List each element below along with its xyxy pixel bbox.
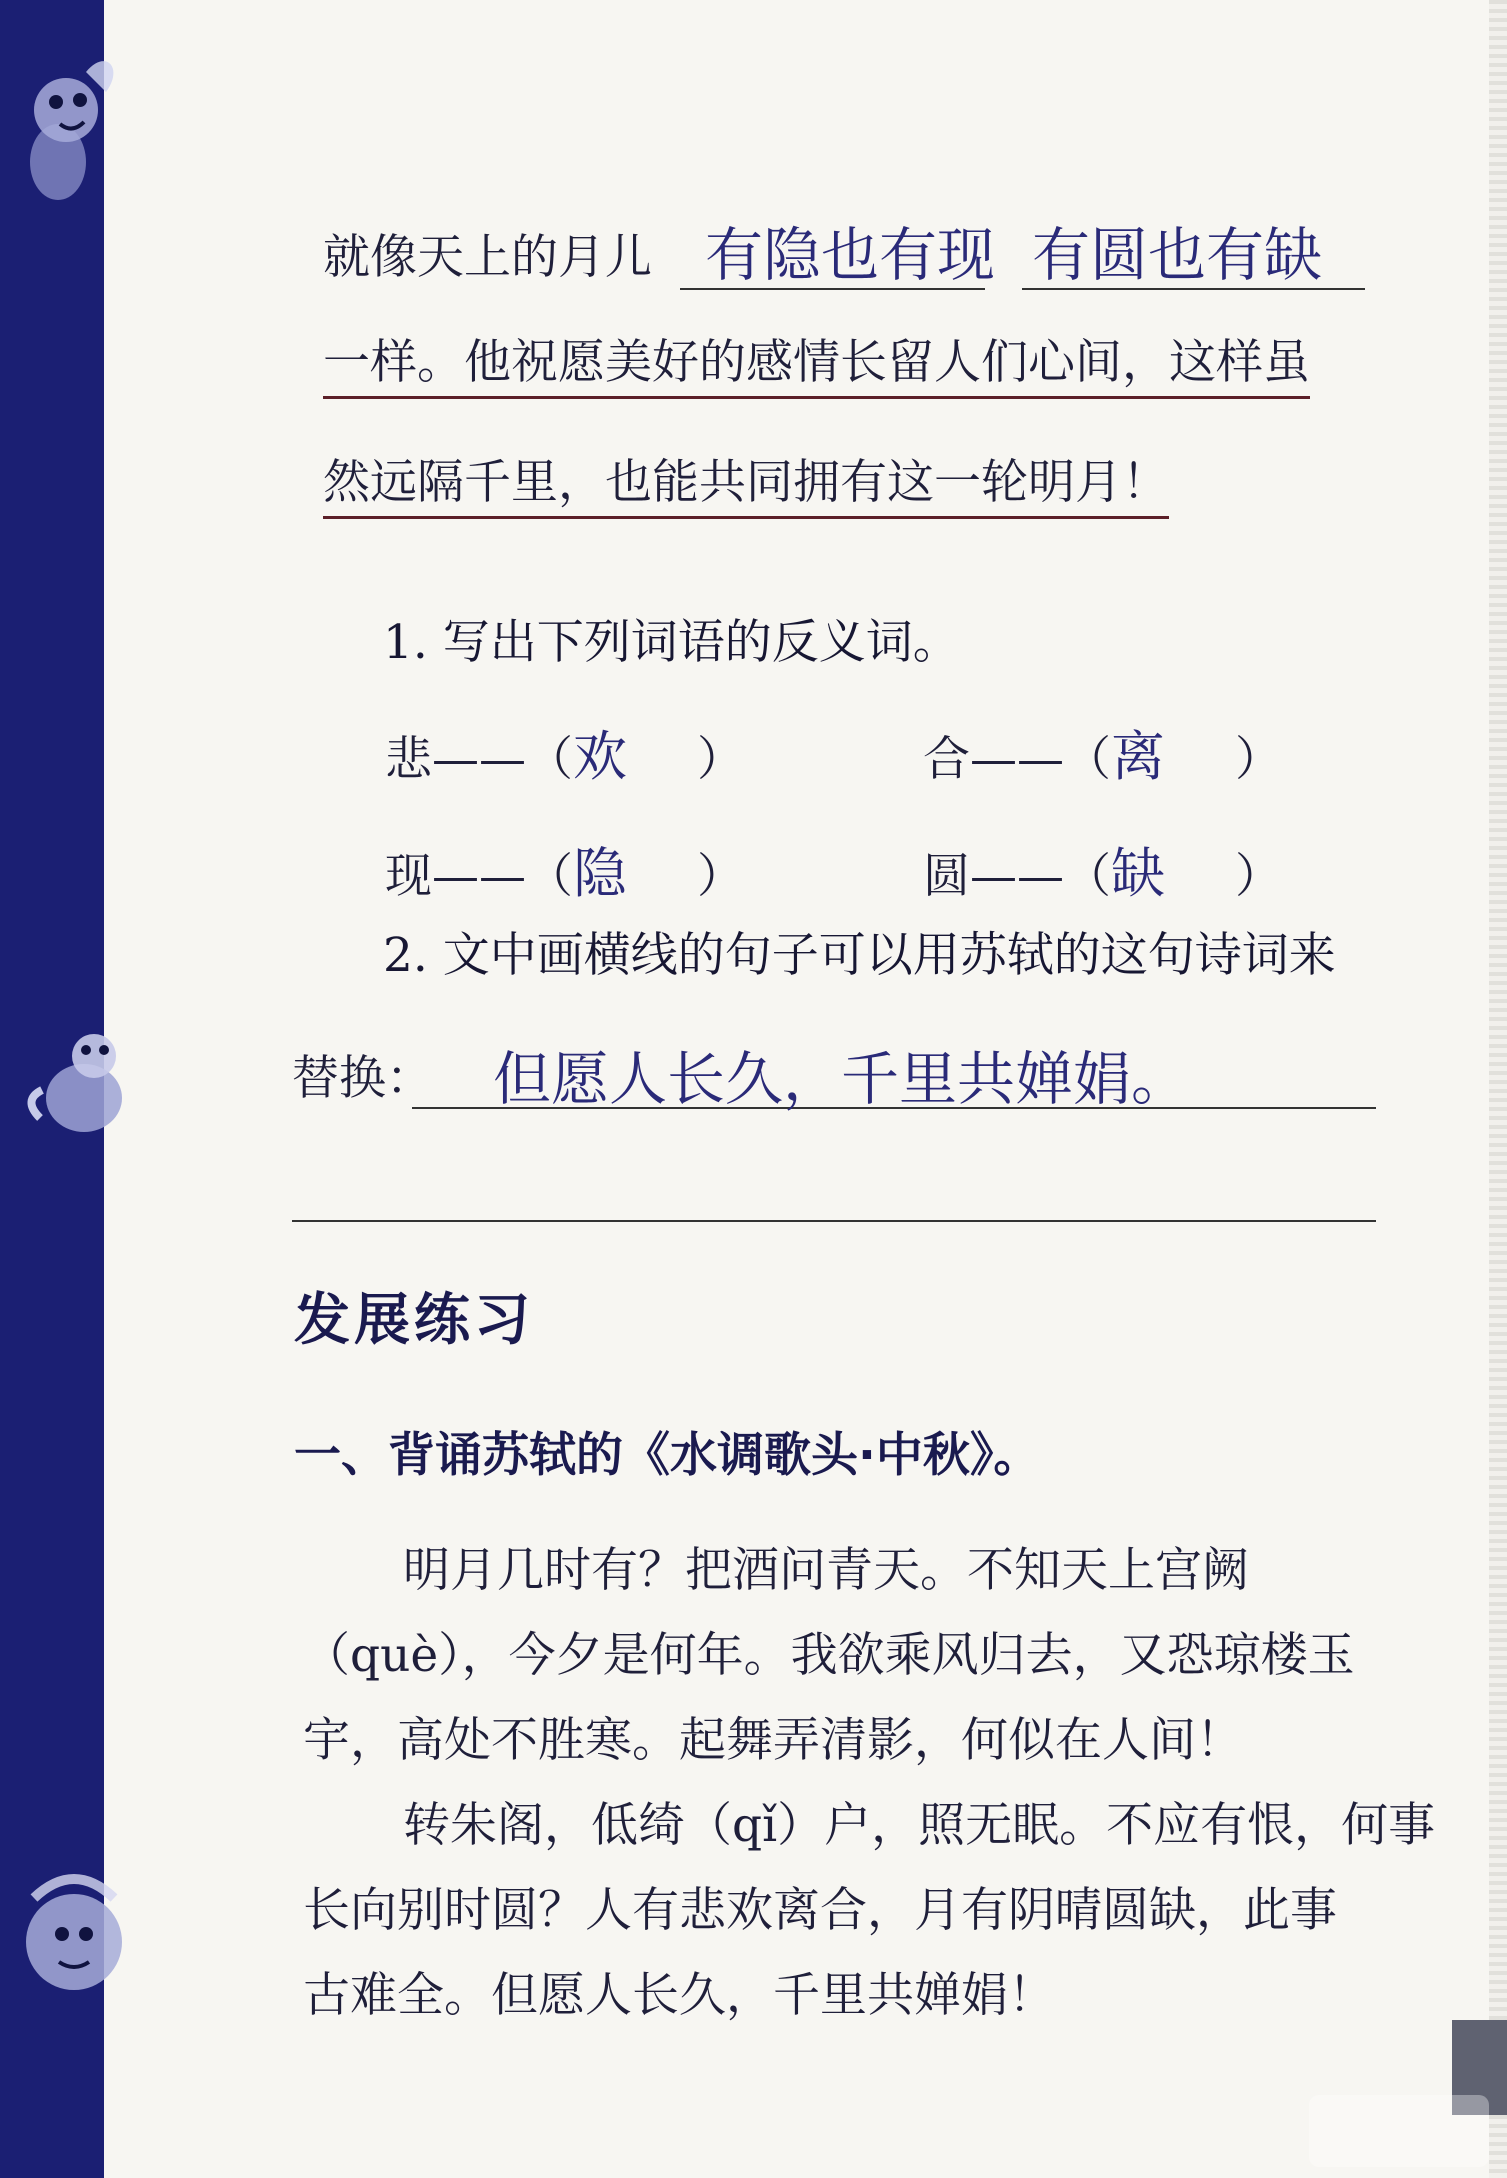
question-2-title: 2. 文中画横线的句子可以用苏轼的这句诗词来 — [383, 928, 1336, 983]
cartoon-lion-icon — [14, 1850, 134, 2020]
poem-line-6: 古难全。但愿人长久，千里共婵娟！ — [303, 1968, 1055, 2023]
section-task-1: 一、背诵苏轼的《水调歌头·中秋》。 — [294, 1428, 1041, 1483]
scan-edge — [1489, 0, 1507, 2178]
cartoon-animal-icon — [14, 40, 134, 210]
question-2-answer-line-2[interactable] — [292, 1168, 1376, 1222]
section-title: 发展练习 — [294, 1288, 534, 1353]
poem-line-2: （què），今夕是何年。我欲乘风归去，又恐琼楼玉 — [303, 1628, 1355, 1683]
question-2-answer: 但愿人长久，千里共婵娟。 — [493, 1045, 1190, 1113]
poem-line-5: 长向别时圆？人有悲欢离合，月有阴晴圆缺，此事 — [303, 1883, 1337, 1938]
passage-blank-1-answer: 有隐也有现 — [705, 221, 996, 289]
poem-line-1: 明月几时有？把酒问青天。不知天上宫阙 — [403, 1543, 1249, 1598]
passage-blank-2-answer: 有圆也有缺 — [1032, 221, 1323, 289]
question-2-label: 替换： — [292, 1051, 433, 1106]
passage-line-1-prefix: 就像天上的月儿 — [323, 230, 652, 285]
question-1-title: 1. 写出下列词语的反义词。 — [383, 615, 960, 670]
antonym-row-1-right: 合——（离 ） — [923, 725, 1282, 788]
poem-line-3: 宇，高处不胜寒。起舞弄清影，何似在人间！ — [303, 1713, 1243, 1768]
poem-line-4: 转朱阁，低绮（qǐ）户，照无眠。不应有恨，何事 — [403, 1798, 1436, 1853]
antonym-row-2-right: 圆——（缺 ） — [923, 842, 1282, 905]
passage-line-2: 一样。他祝愿美好的感情长留人们心间，这样虽 — [323, 337, 1310, 389]
antonym-row-1-left: 悲——（欢 ） — [385, 725, 744, 788]
cartoon-tiger-icon — [14, 1000, 134, 1170]
passage-line-3: 然远隔千里，也能共同拥有这一轮明月！ — [323, 457, 1169, 509]
watermark-logo — [1309, 2095, 1489, 2167]
antonym-row-2-left: 现——（隐 ） — [385, 842, 744, 905]
